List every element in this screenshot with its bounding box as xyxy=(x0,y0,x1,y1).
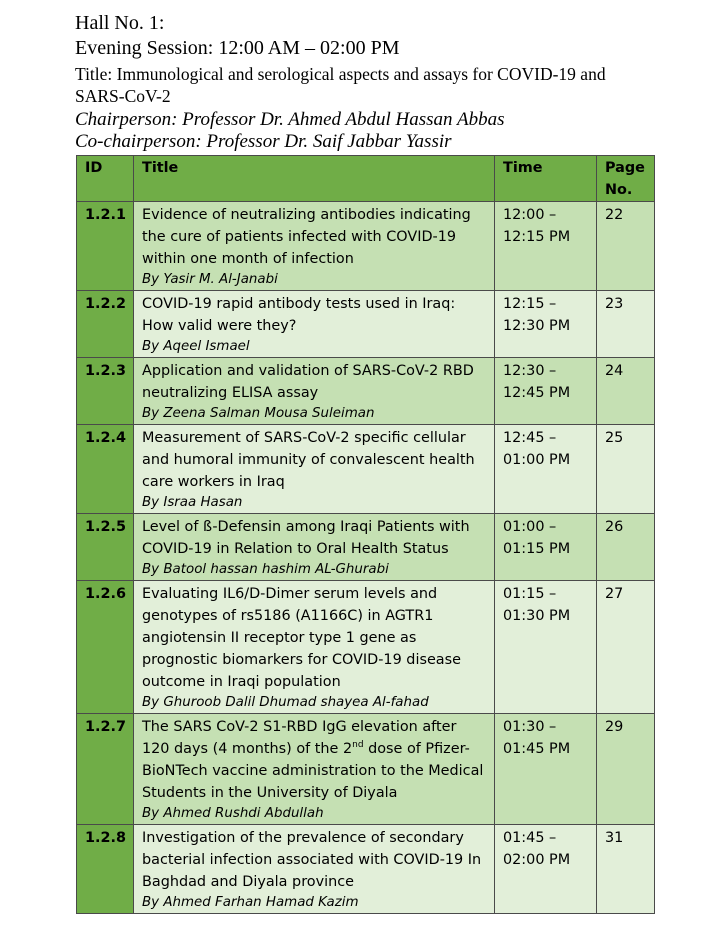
row-id: 1.2.1 xyxy=(77,202,134,291)
row-title: The SARS CoV-2 S1-RBD IgG elevation after 120 days (4 months) of the 2nd dose of Pfizer-BioNTech vaccine administration to the Medical Students in the University of Diyala By Ahmed Rushdi Abdullah xyxy=(134,714,495,825)
row-title: Evaluating IL6/D-Dimer serum levels and genotypes of rs5186 (A1166C) in AGTR1 angiotensin II receptor type 1 gene as prognostic biomarkers for COVID-19 disease outcome in Iraqi population By Ghuroob Dalil Dhumad shayea Al-fahad xyxy=(134,581,495,714)
hall-heading: Hall No. 1: xyxy=(75,12,165,34)
row-author: By Ahmed Rushdi Abdullah xyxy=(142,806,324,821)
row-time: 12:30 – 12:45 PM xyxy=(495,358,597,425)
row-title: COVID-19 rapid antibody tests used in Iraq: How valid were they? By Aqeel Ismael xyxy=(134,291,495,358)
row-title: Investigation of the prevalence of secondary bacterial infection associated with COVID-19 In Baghdad and Diyala province By Ahmed Farhan Hamad Kazim xyxy=(134,825,495,914)
row-id: 1.2.7 xyxy=(77,714,134,825)
row-id: 1.2.6 xyxy=(77,581,134,714)
row-page: 25 xyxy=(597,425,655,514)
header-id: ID xyxy=(77,156,134,202)
table-row xyxy=(77,291,655,358)
row-author: By Ahmed Farhan Hamad Kazim xyxy=(142,895,359,910)
table-row xyxy=(77,825,655,914)
row-page: 31 xyxy=(597,825,655,914)
row-time: 12:00 – 12:15 PM xyxy=(495,202,597,291)
row-page: 24 xyxy=(597,358,655,425)
chairperson: Chairperson: Professor Dr. Ahmed Abdul Hassan Abbas xyxy=(75,109,505,130)
row-author: By Yasir M. Al-Janabi xyxy=(142,272,278,287)
row-id: 1.2.4 xyxy=(77,425,134,514)
header-title: Title xyxy=(134,156,495,202)
row-time: 12:15 – 12:30 PM xyxy=(495,291,597,358)
row-page: 29 xyxy=(597,714,655,825)
row-title: Application and validation of SARS-CoV-2 RBD neutralizing ELISA assay By Zeena Salman Mousa Suleiman xyxy=(134,358,495,425)
row-title: Measurement of SARS-CoV-2 specific cellular and humoral immunity of convalescent health care workers in Iraq By Israa Hasan xyxy=(134,425,495,514)
row-title: Level of ß-Defensin among Iraqi Patients with COVID-19 in Relation to Oral Health Status By Batool hassan hashim AL-Ghurabi xyxy=(134,514,495,581)
row-id: 1.2.2 xyxy=(77,291,134,358)
program-table xyxy=(76,155,655,914)
header-time: Time xyxy=(495,156,597,202)
row-page: 23 xyxy=(597,291,655,358)
row-author: By Ghuroob Dalil Dhumad shayea Al-fahad xyxy=(142,695,429,710)
row-time: 01:15 – 01:30 PM xyxy=(495,581,597,714)
table-header-row xyxy=(77,156,655,202)
row-time: 12:45 – 01:00 PM xyxy=(495,425,597,514)
table-row xyxy=(77,514,655,581)
table-row xyxy=(77,714,655,825)
table-row xyxy=(77,358,655,425)
row-author: By Aqeel Ismael xyxy=(142,339,250,354)
row-page: 22 xyxy=(597,202,655,291)
row-time: 01:45 – 02:00 PM xyxy=(495,825,597,914)
table-row xyxy=(77,581,655,714)
session-title-line2: SARS-CoV-2 xyxy=(75,86,171,106)
row-id: 1.2.5 xyxy=(77,514,134,581)
row-time: 01:30 – 01:45 PM xyxy=(495,714,597,825)
row-author: By Israa Hasan xyxy=(142,495,243,510)
row-id: 1.2.3 xyxy=(77,358,134,425)
row-author: By Zeena Salman Mousa Suleiman xyxy=(142,406,375,421)
table-row xyxy=(77,202,655,291)
row-page: 27 xyxy=(597,581,655,714)
header-page: Page No. xyxy=(597,156,655,202)
session-title-line1: Title: Immunological and serological aspects and assays for COVID-19 and xyxy=(75,64,606,84)
row-time: 01:00 – 01:15 PM xyxy=(495,514,597,581)
table-row xyxy=(77,425,655,514)
row-author: By Batool hassan hashim AL-Ghurabi xyxy=(142,562,389,577)
row-id: 1.2.8 xyxy=(77,825,134,914)
session-heading: Evening Session: 12:00 AM – 02:00 PM xyxy=(75,37,400,59)
row-page: 26 xyxy=(597,514,655,581)
co-chairperson: Co-chairperson: Professor Dr. Saif Jabbar Yassir xyxy=(75,131,452,152)
row-title: Evidence of neutralizing antibodies indicating the cure of patients infected with COVID-19 within one month of infection By Yasir M. Al-Janabi xyxy=(134,202,495,291)
